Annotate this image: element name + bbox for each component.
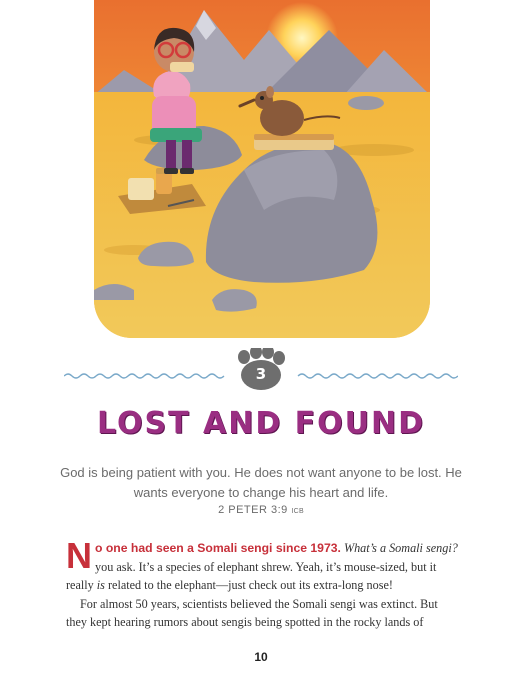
scripture-verse: God is being patient with you. He does not want anyone to be lost. He wants everyone to change his heart and life.	[60, 465, 462, 500]
chapter-divider	[64, 348, 458, 392]
page-number: 10	[254, 650, 268, 664]
paragraph-1-text-a: you ask. It’s a species of elephant shrew. Yeah, it’s mouse-sized, but it really	[66, 559, 437, 592]
scripture-reference	[0, 504, 522, 516]
drop-cap: N	[66, 535, 92, 576]
chapter-illustration	[94, 0, 430, 338]
paragraph-1	[66, 535, 458, 595]
paragraph-2: For almost 50 years, scientists believed the Somali sengi was extinct. But they kept hearing rumors about sengis being spotted in the rocky lands of	[66, 596, 438, 629]
paragraph-1-text-b: related to the elephant—just check out its extra-long nose!	[107, 578, 393, 592]
lead-sentence: o one had seen a Somali sengi since 1973.	[95, 541, 341, 555]
italic-question: What’s a Somali sengi?	[343, 541, 458, 555]
italic-is: is	[96, 578, 105, 592]
translation-label: ICB	[291, 508, 304, 515]
chapter-number: 3	[255, 365, 267, 383]
reference-text: 2 PETER 3:9	[218, 504, 288, 516]
chapter-title: LOST AND FOUND	[96, 406, 426, 441]
body-text	[66, 535, 458, 632]
